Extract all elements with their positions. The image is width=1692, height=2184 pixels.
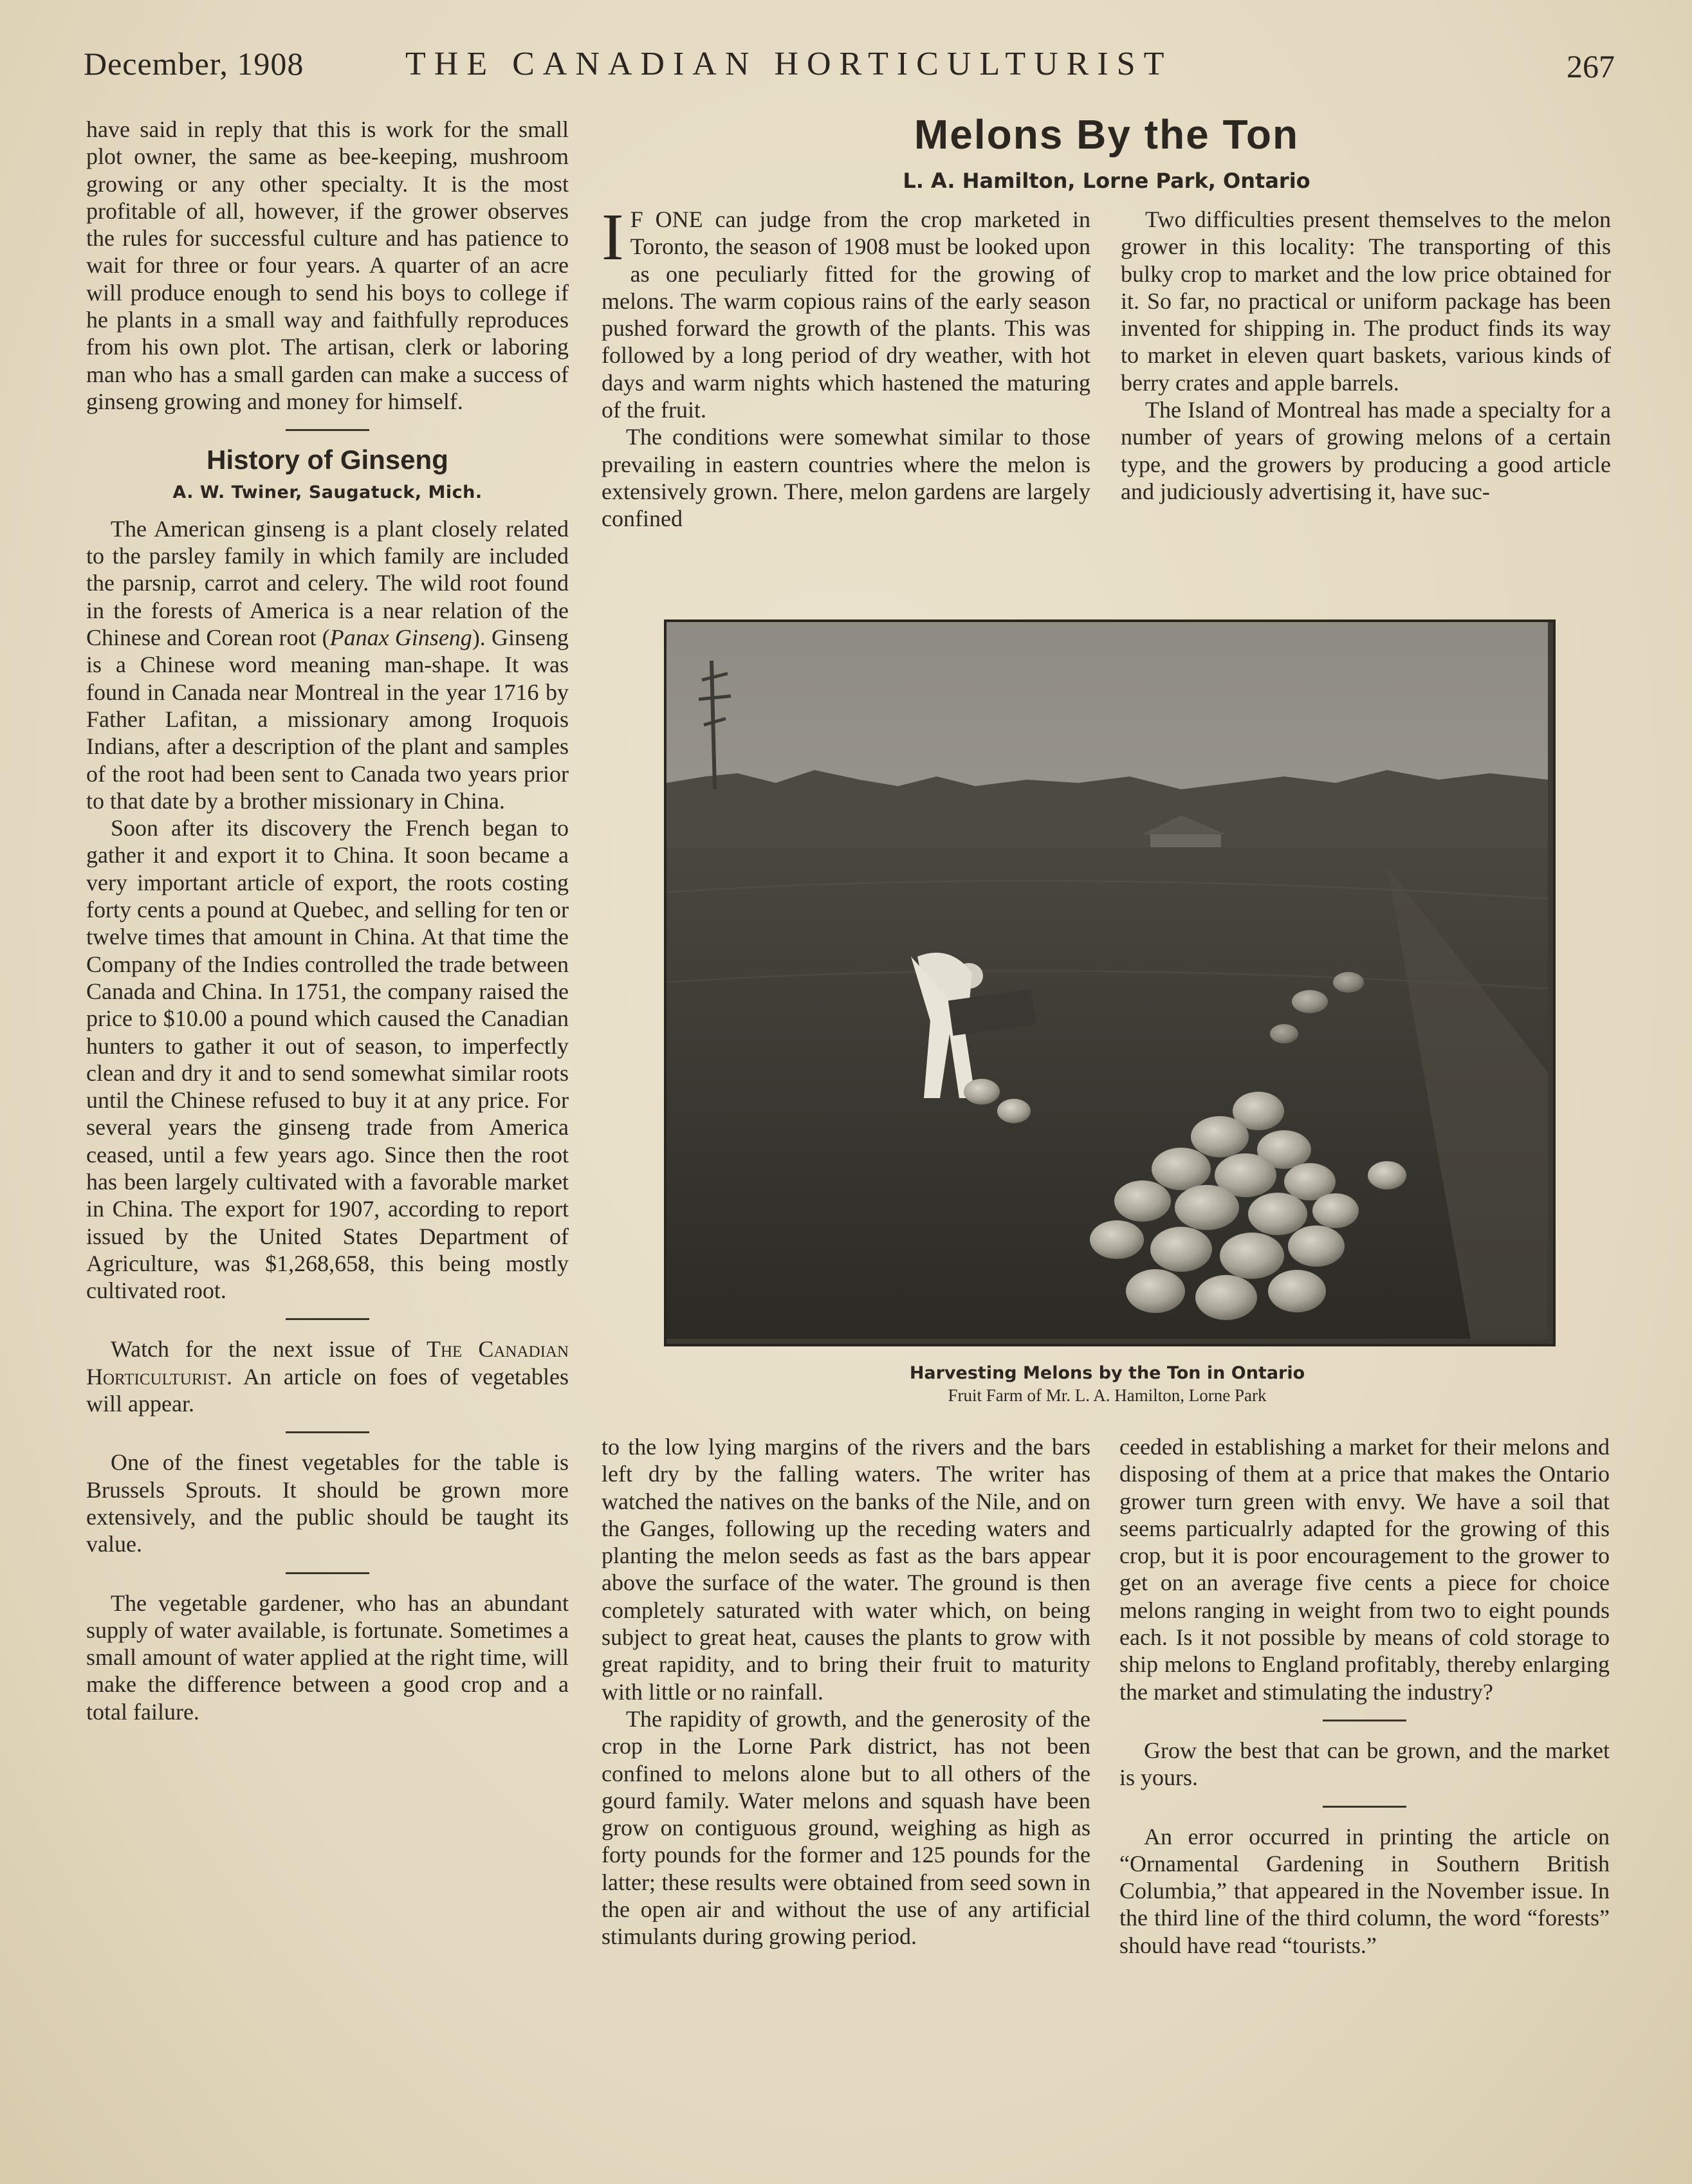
photo-caption xyxy=(664,1363,1550,1406)
motto-note: Grow the best that can be grown, and the market is yours. xyxy=(1119,1737,1610,1791)
ginseng-byline: A. W. Twiner, Saugatuck, Mich. xyxy=(172,482,483,502)
drop-cap: I xyxy=(602,200,624,274)
left-column xyxy=(86,116,569,1725)
melons-paragraph-7: ceeded in establishing a market for their melons and disposing of them at a price that makes the Ontario grower turn green with envy. We have a soil that seems particualrly adapted for the growing of this crop, but it is poor encouragement to the grower to get on an average five cents a piece for choice melons ranging in weight from two to eight pounds each. Is it not possible by means of cold storage to ship melons to England profitably, thereby enlarging the market and stimulating the industry? xyxy=(1119,1434,1610,1705)
melons-paragraph-5: to the low lying margins of the rivers and the bars left dry by the falling waters. The writer has watched the natives on the banks of the Nile, and on the Ganges, following up the receding waters and planting the melon seeds as fast as the bars appear above the surface of the water. The ground is then completely saturated with water which, on being subject to great heat, causes the plants to grow with great rapidity, and to bring their fruit to maturity with little or no rainfall. xyxy=(602,1434,1090,1705)
page-number: 267 xyxy=(1567,48,1615,84)
erratum-note: An error occurred in printing the article on “Ornamental Gardening in Southern British Columbia,” that appeared in the November issue. In the third line of the third column, the word “forests” should have read “tourists.” xyxy=(1119,1823,1610,1958)
melons-byline: L. A. Hamilton, Lorne Park, Ontario xyxy=(903,169,1310,193)
ginseng-intro-paragraph: have said in reply that this is work for the small plot owner, the same as bee-keeping, mushroom growing or any other specialty. It is the most profitable of all, however, if the grower observes the rules for successful culture and has patience to wait for three or four years. A quarter of an acre will produce enough to send his boys to college if he plants in a small way and faithfully reproduces from his own plot. The artisan, clerk or laboring man who has a small garden can make a success of ginseng growing and money for himself. xyxy=(86,116,569,414)
ginseng-paragraph-1: The American ginseng is a plant closely related to the parsley family in which family are included the parsnip, carrot and celery. The wild root found in the forests of America is a near relation of the Chinese and Corean root (Panax Ginseng). Ginseng is a Chinese word meaning man-shape. It was found in Canada near Montreal in the year 1716 by Father Lafitan, a missionary among Iroquois Indians, after a description of the plant and samples of the root had been sent to Canada two years prior to that date by a brother missionary in China. xyxy=(86,515,569,814)
melon-harvest-photo xyxy=(664,619,1556,1346)
melons-paragraph-3: Two difficulties present themselves to the melon grower in this locality: The transporting of this bulky crop to market and the low price obtained for it. So far, no practical or uniform package has been invented for shipping in. The product finds its way to market in eleven quart baskets, various kinds of berry crates and apple barrels. xyxy=(1121,206,1611,396)
melons-paragraph-2: The conditions were somewhat similar to those prevailing in eastern countries where the melon is extensively grown. There, melon gardens are largely confined xyxy=(602,424,1090,532)
journal-title: THE CANADIAN HORTICULTURIST xyxy=(405,46,1173,82)
melons-paragraph-6: The rapidity of growth, and the generosity of the crop in the Lorne Park district, has not been confined to melons alone but to all others of the gourd family. Water melons and squash have been grow on contiguous ground, weighing as high as forty pounds for the former and 125 pounds for the latter; these results were obtained from seed sown in the open air and without the use of any artificial stimulants during growing period. xyxy=(602,1705,1090,1950)
divider xyxy=(1323,1720,1406,1721)
ginseng-paragraph-2: Soon after its discovery the French began to gather it and export it to China. It soon became a very important article of export, the roots costing forty cents a pound at Quebec, and selling for ten or twelve times that amount in China. At that time the Company of the Indies controlled the trade between Canada and China. In 1751, the company raised the price to $10.00 a pound which caused the Canadian hunters to gather it out of season, to imperfectly clean and dry it and to send somewhat similar roots until the Chinese refused to buy it at any price. For several years the ginseng trade from America ceased, until a few years ago. Since then the root has been largely cultivated with a favorable market in China. The export for 1907, according to report issued by the United States Department of Agriculture, was $1,268,658, this being mostly cultivated root. xyxy=(86,815,569,1304)
melons-column-1-top xyxy=(602,200,1090,533)
melons-column-1-bottom xyxy=(602,1433,1090,1950)
ginseng-article-title: History of Ginseng xyxy=(207,445,448,475)
caption-title: Harvesting Melons by the Ton in Ontario xyxy=(909,1363,1305,1383)
water-supply-note: The vegetable gardener, who has an abundant supply of water available, is fortunate. Sometimes a small amount of water applied at the right time, will make the difference between a good crop and a total failure. xyxy=(86,1590,569,1725)
divider xyxy=(286,1572,369,1574)
melons-paragraph-1: I F ONE can judge from the crop marketed in Toronto, the season of 1908 must be looked upon as one peculiarly fitted for the growing of melons. The warm copious rains of the early season pushed forward the growth of the plants. This was followed by a long period of dry weather, with hot days and warm nights which hastened the maturing of the fruit. xyxy=(602,200,1090,423)
melons-column-2-top xyxy=(1121,206,1611,505)
caption-subtitle: Fruit Farm of Mr. L. A. Hamilton, Lorne Park xyxy=(948,1386,1267,1405)
divider xyxy=(286,429,369,431)
photo-illustration xyxy=(667,622,1548,1339)
melons-paragraph-4: The Island of Montreal has made a specialty for a number of years of growing melons of a certain type, and the growers by producing a good article and judiciously advertising it, have suc- xyxy=(1121,397,1611,504)
melons-column-2-bottom xyxy=(1119,1433,1610,1959)
brussels-sprouts-note: One of the finest vegetables for the table is Brussels Sprouts. It should be grown more extensively, and the public should be taught its value. xyxy=(86,1449,569,1557)
latin-name: Panax Ginseng xyxy=(329,625,472,651)
divider xyxy=(286,1431,369,1433)
melons-article-title: Melons By the Ton xyxy=(914,111,1300,158)
next-issue-notice: Watch for the next issue of The Canadian Horticulturist. An article on foes of vegetables will appear. xyxy=(86,1336,569,1417)
divider xyxy=(286,1318,369,1320)
divider xyxy=(1323,1806,1406,1808)
page-header xyxy=(84,45,1615,96)
issue-date: December, 1908 xyxy=(84,46,304,82)
